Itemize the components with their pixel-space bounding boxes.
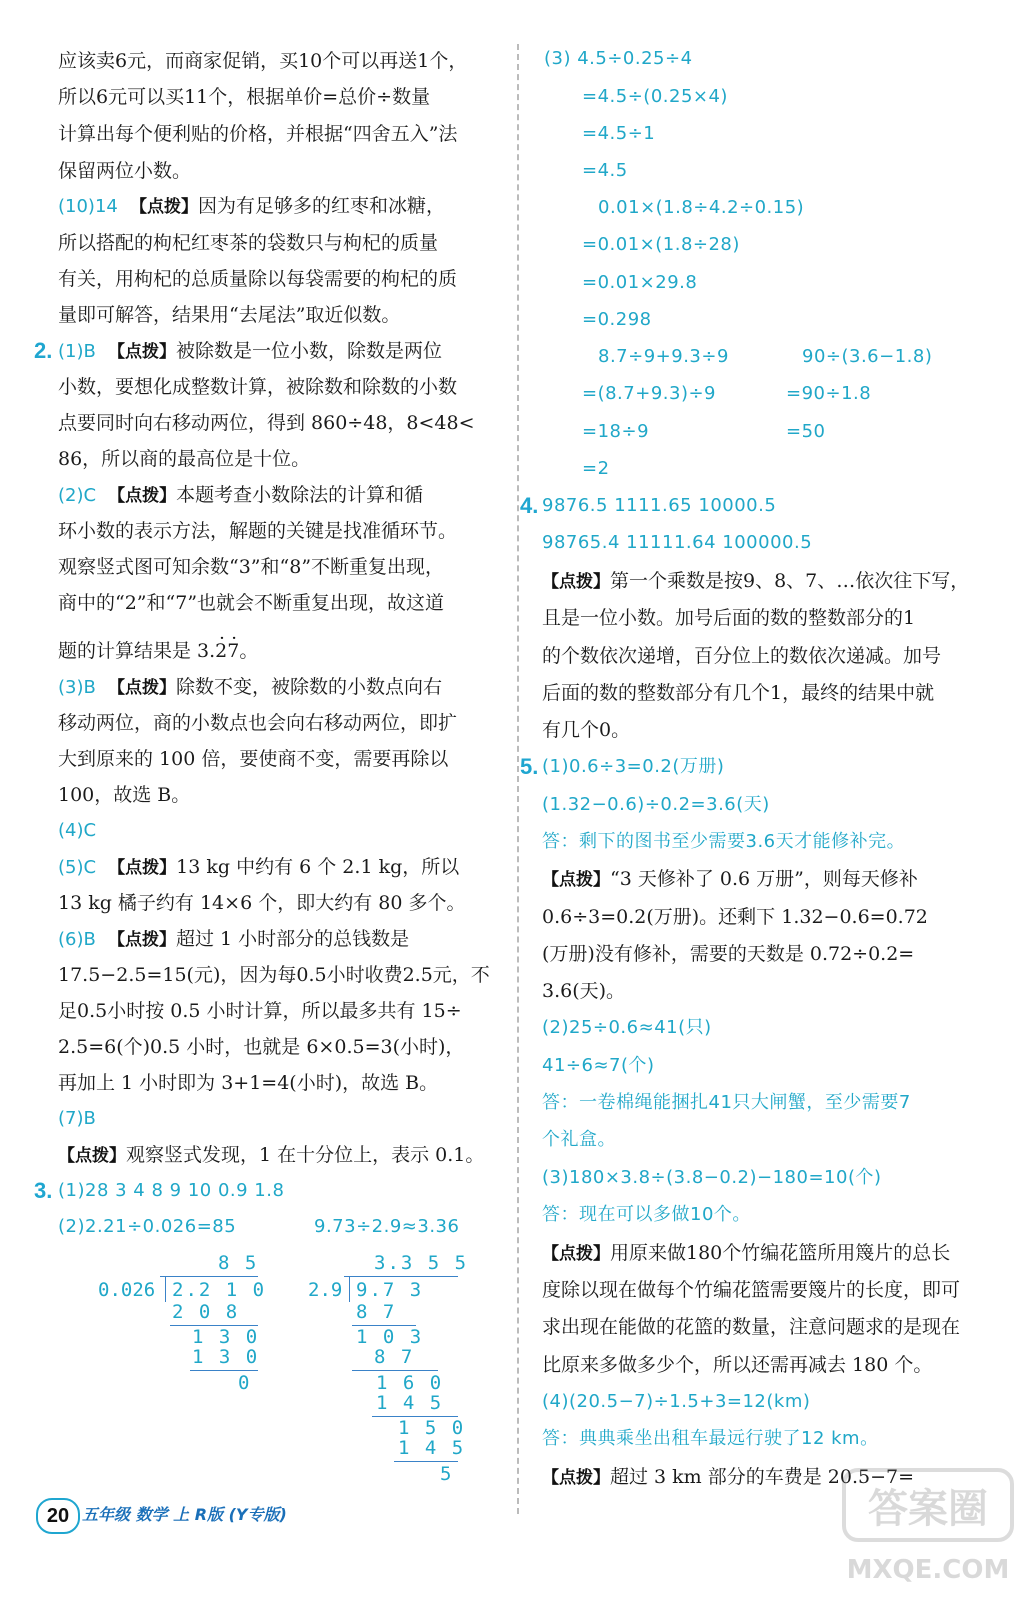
text-line: 点要同时向右移动两位，得到 860÷48，8<48< bbox=[58, 412, 475, 434]
hint-tag: 【点拨】 bbox=[542, 870, 610, 890]
text-line bbox=[58, 926, 409, 953]
repeating-digit: · 7 bbox=[227, 640, 239, 662]
text-line bbox=[58, 638, 258, 664]
text-line: 有几个0。 bbox=[542, 719, 631, 741]
step-remainder: 1 3 0 bbox=[192, 1326, 260, 1348]
book-title: 五年级 数学 上 R版 (Y专版) bbox=[82, 1505, 287, 1524]
answer-line: =4.5÷(0.25×4) bbox=[582, 86, 728, 107]
text-line bbox=[542, 568, 969, 595]
answer-line: (4)(20.5−7)÷1.5+3=12(km) bbox=[542, 1391, 811, 1412]
answer-line: =0.298 bbox=[582, 309, 652, 330]
text-line bbox=[58, 482, 423, 509]
answer-label: (7)B bbox=[58, 1108, 96, 1129]
answer-line: (2)2.21÷0.026=85 bbox=[58, 1216, 237, 1237]
answer-line: =0.01×(1.8÷28) bbox=[582, 234, 740, 255]
answer-label: (4)C bbox=[58, 820, 97, 841]
final-remainder: 0 bbox=[238, 1372, 252, 1394]
text-line: 17.5−2.5=15(元)，因为每0.5小时收费2.5元，不 bbox=[58, 964, 490, 986]
text-line: 量即可解答，结果用“去尾法”取近似数。 bbox=[58, 304, 401, 326]
text-line: 度除以现在做每个竹编花篮需要篾片的长度，即可 bbox=[542, 1279, 961, 1301]
answer-line: (2)25÷0.6≈41(只) bbox=[542, 1017, 712, 1038]
dividend: 9.7 3 bbox=[356, 1279, 424, 1301]
hint-tag: 【点拨】 bbox=[107, 678, 176, 698]
text-line: 100，故选 B。 bbox=[58, 784, 191, 806]
answer-line: 答：现在可以多做10个。 bbox=[542, 1204, 751, 1225]
answer-label: (1)B bbox=[58, 341, 96, 362]
divisor: 0.026 bbox=[98, 1279, 156, 1301]
hint-tag: 【点拨】 bbox=[107, 342, 176, 362]
hint-text: 本题考查小数除法的计算和循 bbox=[176, 484, 424, 506]
answer-line: 98765.4 11111.64 100000.5 bbox=[542, 532, 813, 553]
step-product: 1 3 0 bbox=[192, 1346, 260, 1368]
division-bracket bbox=[165, 1276, 166, 1302]
divisor: 2.9 bbox=[308, 1279, 343, 1301]
answer-line: =4.5 bbox=[582, 160, 628, 181]
hint-tag: 【点拨】 bbox=[108, 858, 177, 878]
hint-text: 超过 3 km 部分的车费是 20.5−7= bbox=[610, 1466, 915, 1488]
question-number: 5. bbox=[520, 754, 539, 779]
quotient: 3.3 5 5 bbox=[374, 1252, 469, 1274]
text-line bbox=[58, 674, 442, 701]
answer-line: =4.5÷1 bbox=[582, 123, 656, 144]
column-divider bbox=[517, 44, 519, 1514]
step-remainder: 1 6 0 bbox=[376, 1372, 444, 1394]
text-line: 再加上 1 小时即为 3+1=4(小时)，故选 B。 bbox=[58, 1072, 439, 1094]
answer-line: 41÷6≈7(个) bbox=[542, 1055, 655, 1076]
text-line bbox=[542, 866, 918, 893]
hint-tag: 【点拨】 bbox=[107, 930, 176, 950]
question-number: 2. bbox=[34, 338, 53, 363]
text-line: 2.5=6(个)0.5 小时，也就是 6×0.5=3(小时)， bbox=[58, 1036, 465, 1058]
answer-line: (3) 4.5÷0.25÷4 bbox=[544, 48, 693, 69]
text-line: 小数，要想化成整数计算，被除数和除数的小数 bbox=[58, 376, 458, 398]
division-bar bbox=[160, 1276, 258, 1277]
text-line: 移动两位，商的小数点也会向右移动两位，即扩 bbox=[58, 712, 458, 734]
page-number: 20 bbox=[36, 1498, 80, 1534]
text-line: 计算出每个便利贴的价格，并根据“四舍五入”法 bbox=[58, 123, 458, 145]
division-bracket bbox=[349, 1276, 350, 1302]
hint-text: 观察竖式发现，1 在十分位上，表示 0.1。 bbox=[126, 1144, 485, 1166]
text-line: 大到原来的 100 倍，要使商不变，需要再除以 bbox=[58, 748, 449, 770]
text-line: 足0.5小时按 0.5 小时计算，所以最多共有 15÷ bbox=[58, 1000, 462, 1022]
answer-line: =0.01×29.8 bbox=[582, 272, 698, 293]
hint-text: 除数不变，被除数的小数点向右 bbox=[175, 676, 442, 698]
answer-line: =18÷9 bbox=[582, 421, 650, 442]
text-line: 观察竖式图可知余数“3”和“8”不断重复出现， bbox=[58, 556, 445, 578]
text-line: 0.6÷3=0.2(万册)。还剩下 1.32−0.6=0.72 bbox=[542, 906, 928, 928]
answer-line: 9.73÷2.9≈3.36 bbox=[314, 1216, 460, 1237]
answer-line: 0.01×(1.8÷4.2÷0.15) bbox=[598, 197, 805, 218]
text-line: 环小数的表示方法，解题的关键是找准循环节。 bbox=[58, 520, 458, 542]
hint-text: 用原来做180个竹编花篮所用篾片的总长 bbox=[610, 1242, 951, 1264]
hint-text: 被除数是一位小数，除数是两位 bbox=[175, 340, 442, 362]
text-line: 有关，用枸杞的总质量除以每袋需要的枸杞的质 bbox=[58, 268, 458, 290]
answer-label: (10)14 bbox=[58, 196, 118, 217]
answer-label: (6)B bbox=[58, 929, 96, 950]
answer-line: 9876.5 1111.65 10000.5 bbox=[542, 495, 777, 516]
answer-line: 答：剩下的图书至少需要3.6天才能修补完。 bbox=[542, 831, 906, 852]
step-product: 8 7 bbox=[374, 1346, 415, 1368]
hint-tag: 【点拨】 bbox=[542, 1468, 610, 1488]
text-line: (万册)没有修补，需要的天数是 0.72÷0.2= bbox=[542, 943, 915, 965]
text-part: 题的计算结果是 3. bbox=[58, 640, 216, 662]
text-line: 的个数依次递增，百分位上的数依次递减。加号 bbox=[542, 645, 942, 667]
text-line bbox=[58, 193, 445, 220]
step-product: 8 7 bbox=[356, 1301, 397, 1323]
step-product: 1 4 5 bbox=[376, 1392, 444, 1414]
text-line bbox=[58, 854, 459, 881]
answer-line: (1.32−0.6)÷0.2=3.6(天) bbox=[542, 794, 770, 815]
answer-line: (1)28 3 4 8 9 10 0.9 1.8 bbox=[58, 1180, 285, 1201]
hint-text: 超过 1 小时部分的总钱数是 bbox=[175, 928, 410, 950]
answer-label: (3)B bbox=[58, 677, 96, 698]
answer-line: =90÷1.8 bbox=[786, 383, 872, 404]
hint-tag: 【点拨】 bbox=[542, 1244, 610, 1264]
watermark-logo bbox=[838, 1460, 1018, 1590]
hint-tag: 【点拨】 bbox=[58, 1146, 126, 1166]
answer-line: (1)0.6÷3=0.2(万册) bbox=[542, 756, 725, 777]
division-bar bbox=[344, 1276, 458, 1277]
answer-line: =(8.7+9.3)÷9 bbox=[582, 383, 716, 404]
repeating-digit: · 2 bbox=[215, 640, 227, 662]
final-remainder: 5 bbox=[440, 1463, 454, 1485]
answer-line: 答：一卷棉绳能捆扎41只大闸蟹，至少需要7 bbox=[542, 1092, 911, 1113]
hint-text: “3 天修补了 0.6 万册”，则每天修补 bbox=[610, 868, 918, 890]
hint-tag: 【点拨】 bbox=[108, 486, 177, 506]
text-line bbox=[542, 1240, 950, 1267]
text-line: 所以6元可以买11个，根据单价=总价÷数量 bbox=[58, 86, 431, 108]
answer-line: 答：典典乘坐出租车最远行驶了12 km。 bbox=[542, 1428, 879, 1449]
watermark-line-2: MXQE.COM bbox=[846, 1555, 1010, 1585]
text-line: 求出现在能做的花篮的数量，注意问题求的是现在 bbox=[542, 1316, 961, 1338]
answer-label: (2)C bbox=[58, 485, 97, 506]
text-line bbox=[58, 338, 442, 365]
text-line: 3.6(天)。 bbox=[542, 980, 626, 1002]
text-line: 商中的“2”和“7”也就会不断重复出现，故这道 bbox=[58, 592, 445, 614]
quotient: 8 5 bbox=[218, 1252, 259, 1274]
answer-line: 90÷(3.6−1.8) bbox=[802, 346, 933, 367]
watermark-line-1: 答案圈 bbox=[868, 1486, 988, 1532]
step-remainder: 1 0 3 bbox=[356, 1326, 424, 1348]
hint-tag: 【点拨】 bbox=[542, 572, 610, 592]
text-line: 所以搭配的枸杞红枣茶的袋数只与枸杞的质量 bbox=[58, 232, 439, 254]
text-line: 保留两位小数。 bbox=[58, 160, 192, 182]
answer-label: (5)C bbox=[58, 857, 97, 878]
text-line: 13 kg 橘子约有 14×6 个，即大约有 80 多个。 bbox=[58, 892, 466, 914]
answer-line: (3)180×3.8÷(3.8−0.2)−180=10(个) bbox=[542, 1167, 882, 1188]
question-number: 4. bbox=[520, 493, 539, 518]
answer-line: 个礼盒。 bbox=[542, 1129, 616, 1150]
text-line: 后面的数的整数部分有几个1，最终的结果中就 bbox=[542, 682, 935, 704]
text-line: 86，所以商的最高位是十位。 bbox=[58, 448, 311, 470]
text-part: 。 bbox=[239, 640, 259, 662]
step-line bbox=[190, 1370, 258, 1371]
step-product: 1 4 5 bbox=[398, 1437, 466, 1459]
page-footer bbox=[36, 1498, 516, 1534]
question-number: 3. bbox=[34, 1178, 53, 1203]
dividend: 2.2 1 0 bbox=[172, 1279, 267, 1301]
step-remainder: 1 5 0 bbox=[398, 1417, 466, 1439]
step-line bbox=[394, 1461, 458, 1462]
hint-text: 因为有足够多的红枣和冰糖， bbox=[197, 195, 445, 217]
hint-tag: 【点拨】 bbox=[129, 197, 198, 217]
hint-text: 第一个乘数是按9、8、7、…依次往下写， bbox=[610, 570, 970, 592]
answer-line: =50 bbox=[786, 421, 826, 442]
answer-line: 8.7÷9+9.3÷9 bbox=[598, 346, 729, 367]
text-line: 应该卖6元，而商家促销，买10个可以再送1个， bbox=[58, 50, 468, 72]
hint-text: 13 kg 中约有 6 个 2.1 kg，所以 bbox=[176, 856, 460, 878]
step-line bbox=[352, 1370, 438, 1371]
text-line bbox=[58, 1142, 484, 1169]
text-line: 且是一位小数。加号后面的数的整数部分的1 bbox=[542, 607, 916, 629]
answer-line: =2 bbox=[582, 458, 610, 479]
step-product: 2 0 8 bbox=[172, 1301, 240, 1323]
text-line: 比原来多做多少个，所以还需再减去 180 个。 bbox=[542, 1354, 933, 1376]
